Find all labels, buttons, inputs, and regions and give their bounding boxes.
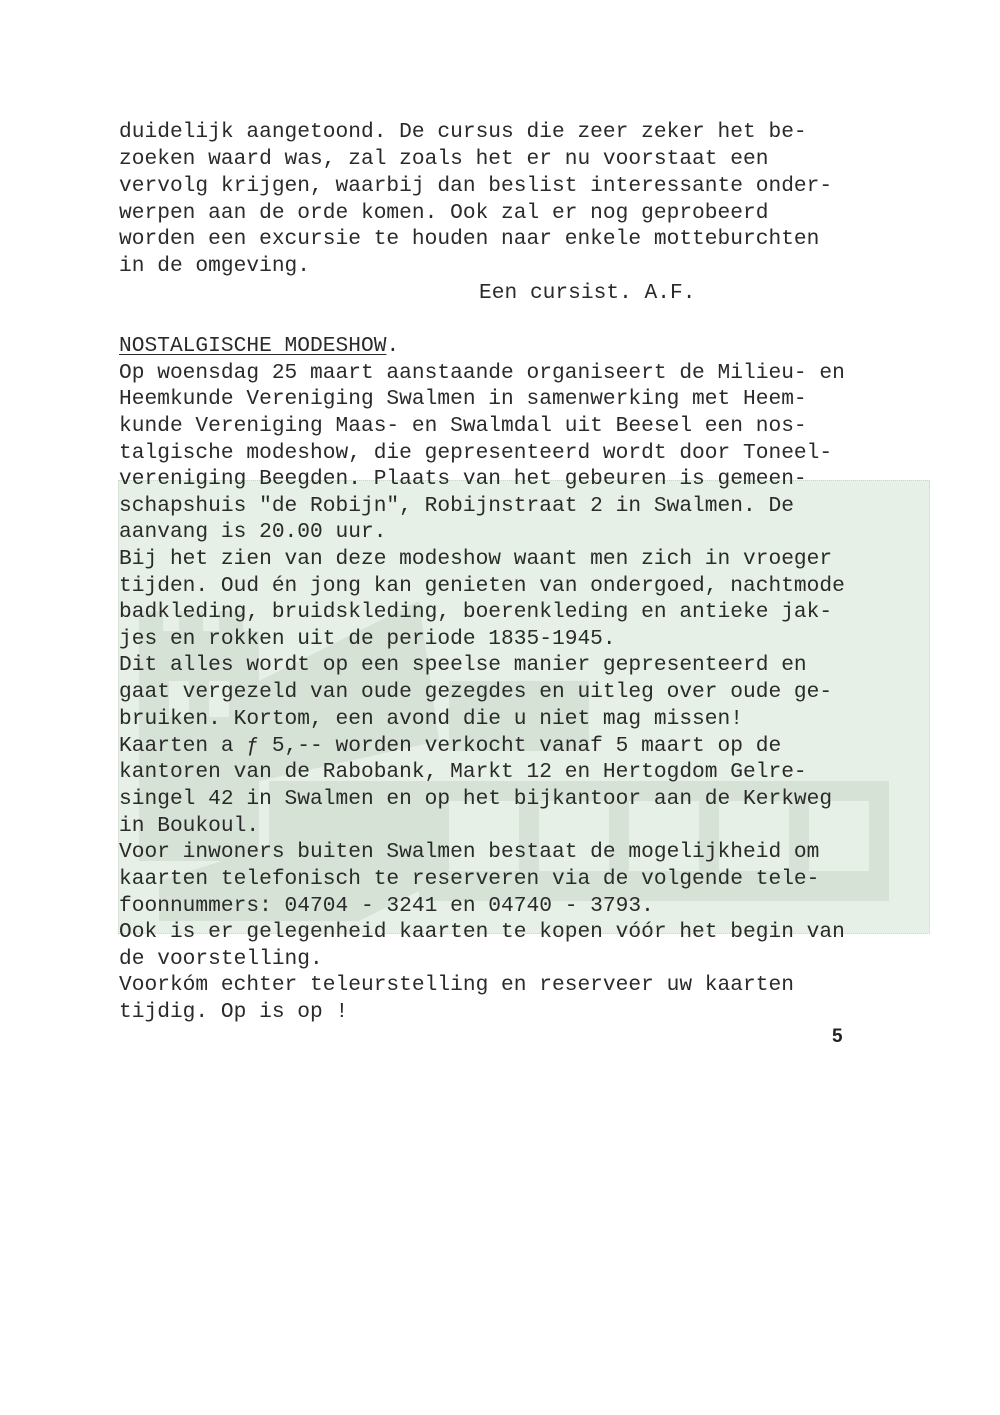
section-heading-text: NOSTALGISCHE MODESHOW [119,334,387,358]
section-heading-period: . [386,334,400,358]
body-line-7: aanvang is 20.00 uur. [119,520,387,544]
body-line-12: Dit alles wordt op een speelse manier gepresenteerd en [119,653,807,677]
body-line-2: Heemkunde Vereniging Swalmen in samenwerking met Heem- [119,387,807,411]
body-line-6: schapshuis "de Robijn", Robijnstraat 2 in Swalmen. De [119,494,794,518]
body-line-24: Voorkóm echter teleurstelling en reserveer uw kaarten [119,973,794,997]
body-line-11: jes en rokken uit de periode 1835-1945. [119,627,616,651]
body-line-25: tijdig. Op is op ! [119,1000,349,1024]
body-line-8: Bij het zien van deze modeshow waant men zich in vroeger [119,547,833,571]
body-line-20: kaarten telefonisch te reserveren via de volgende tele- [119,867,820,891]
body-line-22: Ook is er gelegenheid kaarten te kopen vóór het begin van [119,920,845,944]
body-line-4: talgische modeshow, die gepresenteerd wordt door Toneel- [119,441,833,465]
body-line-15: Kaarten a ƒ 5,-- worden verkocht vanaf 5 maart op de [119,734,782,758]
body-line-21: foonnummers: 04704 - 3241 en 04740 - 3793. [119,894,654,918]
body-line-14: bruiken. Kortom, een avond die u niet mag missen! [119,707,743,731]
body-line-13: gaat vergezeld van oude gezegdes en uitleg over oude ge- [119,680,833,704]
page-number: 5 [832,1026,843,1047]
intro-line-5: worden een excursie te houden naar enkele motteburchten [119,227,820,251]
body-line-16: kantoren van de Rabobank, Markt 12 en Hertogdom Gelre- [119,760,807,784]
body-line-23: de voorstelling. [119,947,323,971]
intro-line-2: zoeken waard was, zal zoals het er nu voorstaat een [119,147,769,171]
intro-line-6: in de omgeving. [119,254,311,278]
intro-line-3: vervolg krijgen, waarbij dan beslist interessante onder- [119,174,833,198]
body-line-3: kunde Vereniging Maas- en Swalmdal uit Beesel een nos- [119,414,807,438]
body-line-18: in Boukoul. [119,814,260,838]
body-line-5: vereniging Beegden. Plaats van het gebeuren is gemeen- [119,467,807,491]
body-line-10: badkleding, bruidskleding, boerenkleding en antieke jak- [119,600,833,624]
section-heading [119,333,399,360]
body-line-1: Op woensdag 25 maart aanstaande organiseert de Milieu- en [119,361,845,385]
body-line-19: Voor inwoners buiten Swalmen bestaat de mogelijkheid om [119,840,820,864]
body-line-9: tijden. Oud én jong kan genieten van ondergoed, nachtmode [119,574,845,598]
signature: Een cursist. A.F. [479,281,696,305]
body-line-17: singel 42 in Swalmen en op het bijkantoor aan de Kerkweg [119,787,833,811]
intro-line-1: duidelijk aangetoond. De cursus die zeer zeker het be- [119,120,807,144]
intro-line-4: werpen aan de orde komen. Ook zal er nog geprobeerd [119,201,769,225]
